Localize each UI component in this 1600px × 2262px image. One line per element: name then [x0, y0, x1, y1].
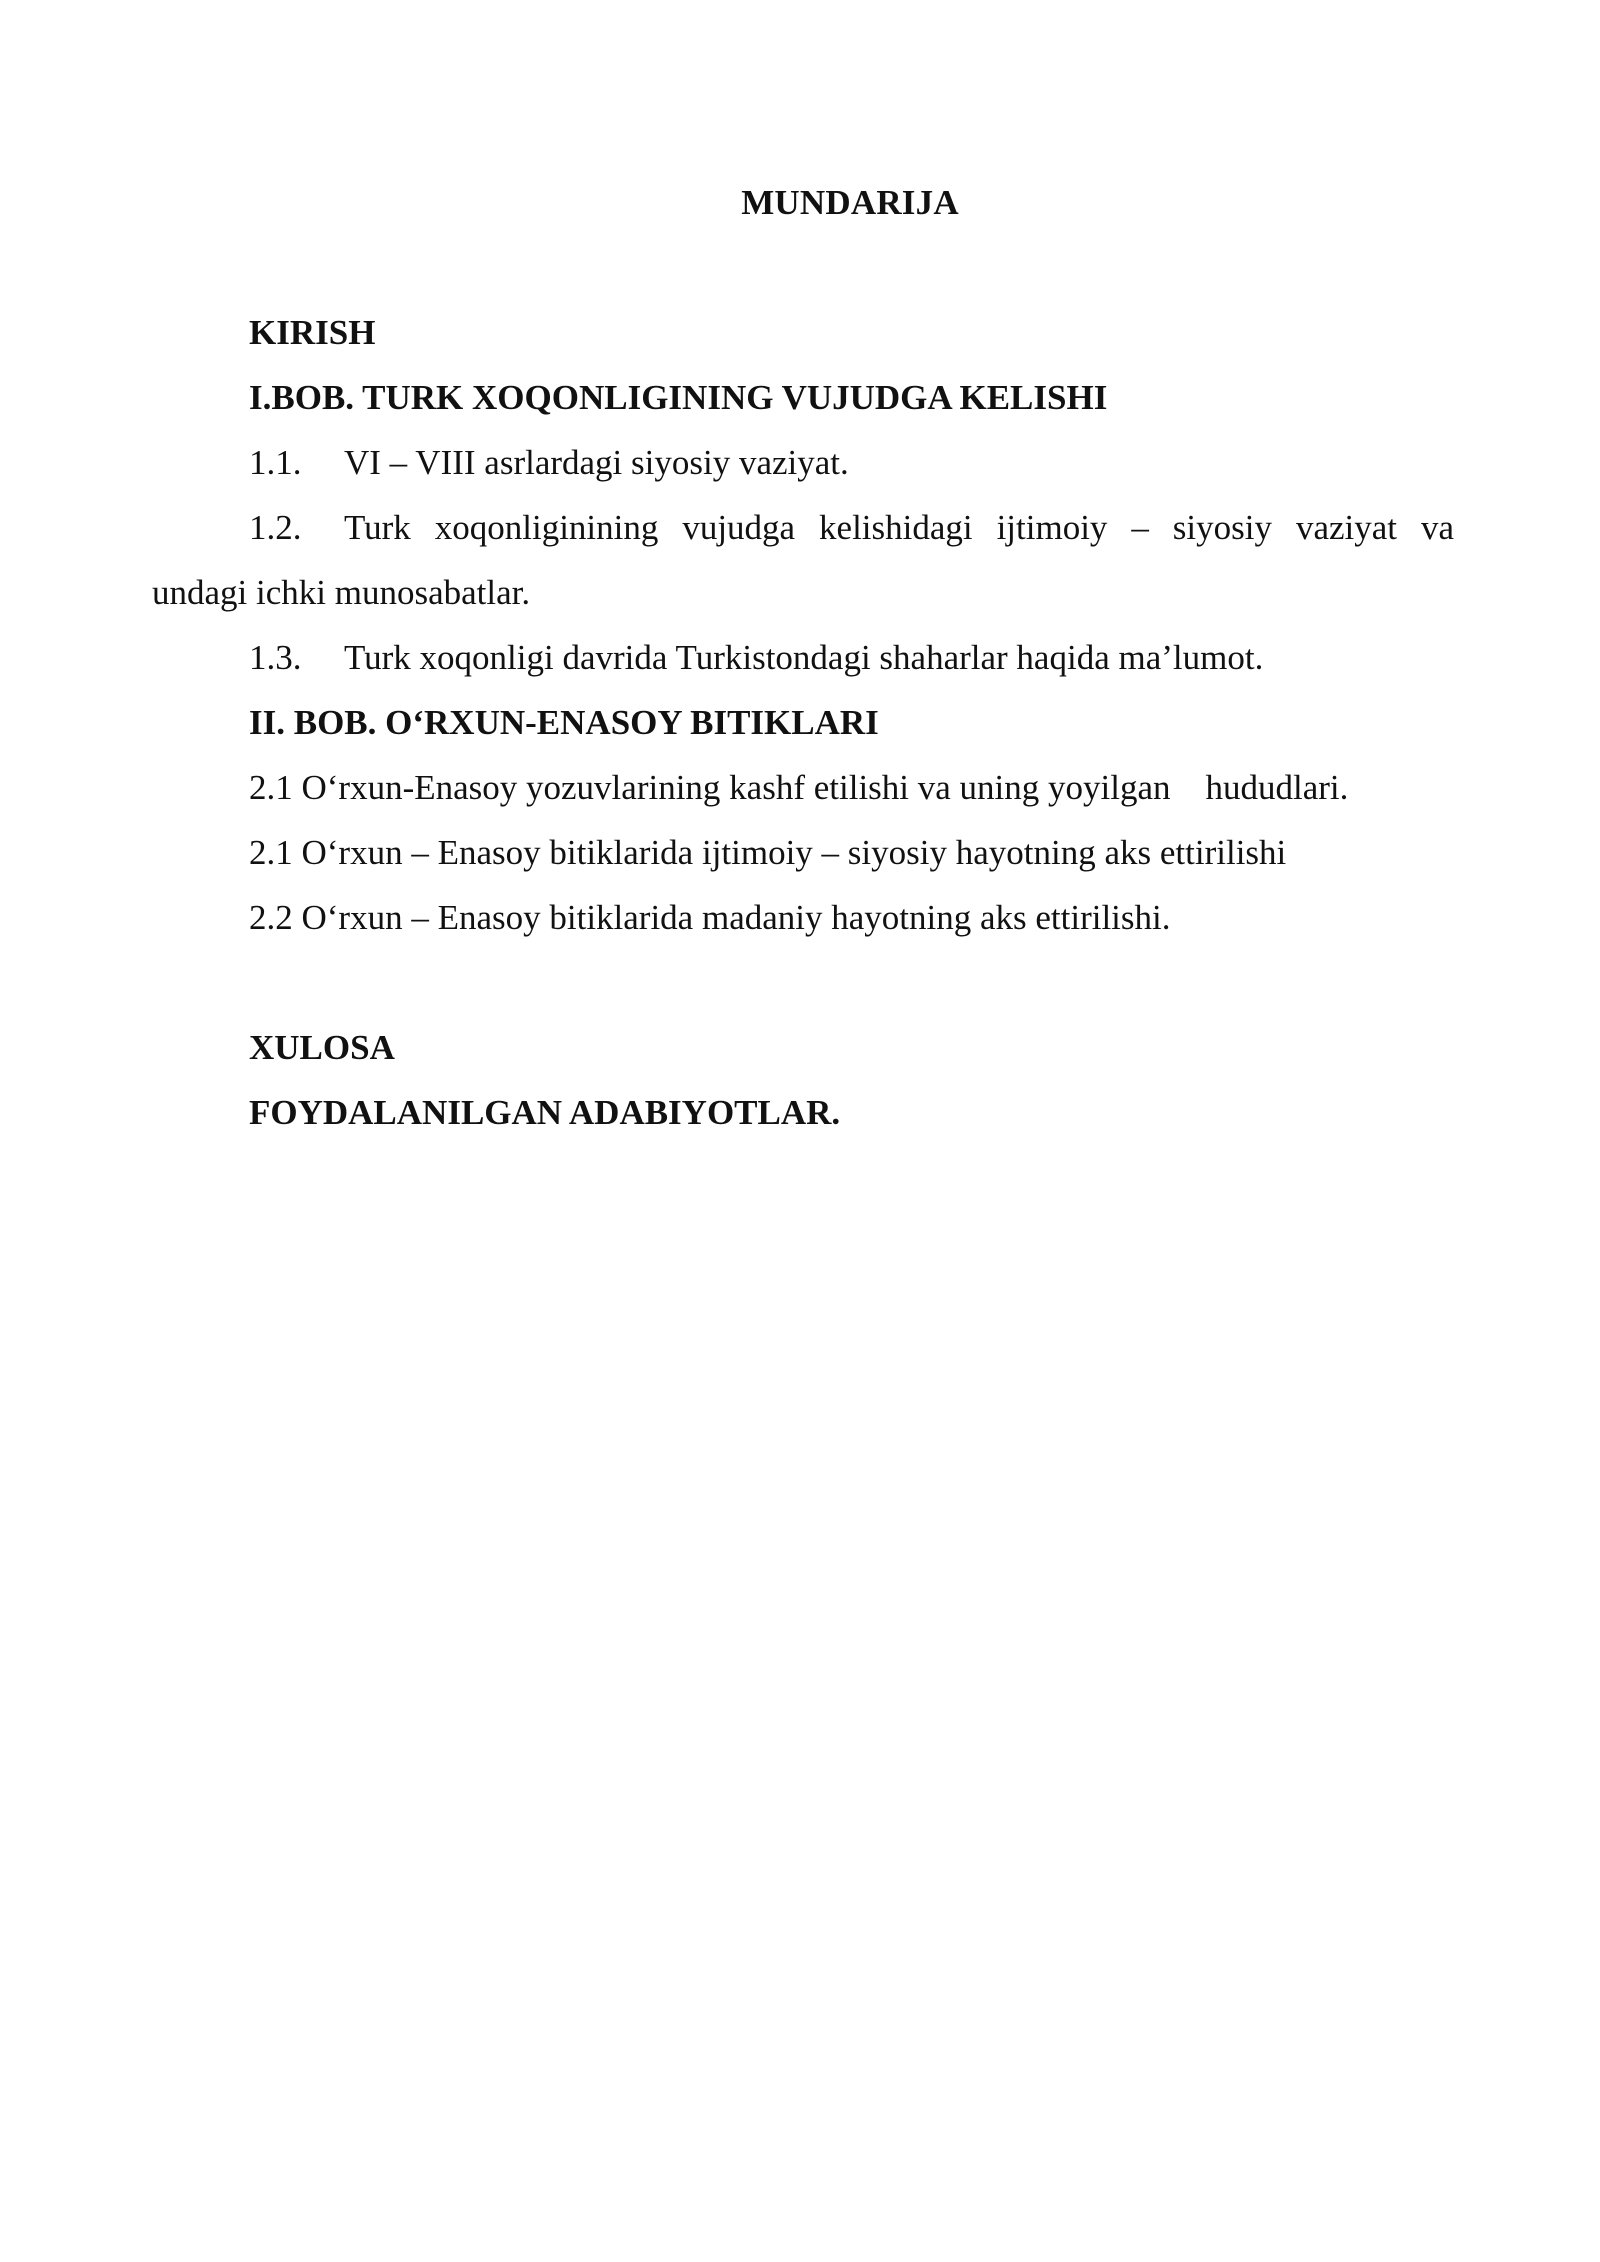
toc-item-number: 1.3. [249, 638, 302, 677]
toc-conclusion: XULOSA [249, 1028, 395, 1067]
toc-item-1-3 [249, 633, 1263, 683]
toc-intro: KIRISH [249, 313, 376, 352]
toc-item-text: Turk xoqonliginining vujudga kelishidagi ijtimoiy – siyosiy vaziyat va [344, 508, 1454, 547]
toc-references: FOYDALANILGAN ADABIYOTLAR. [249, 1093, 841, 1132]
toc-item-number: 1.1. [249, 443, 302, 482]
toc-item-text: VI – VIII asrlardagi siyosiy vaziyat. [344, 443, 849, 482]
toc-item-2-2: 2.2 O‘rxun – Enasoy bitiklarida madaniy hayotning aks ettirilishi. [249, 898, 1171, 937]
toc-item-2-1b: 2.1 O‘rxun – Enasoy bitiklarida ijtimoiy – siyosiy hayotning aks ettirilishi [249, 833, 1287, 872]
toc-item-1-1 [249, 438, 849, 488]
toc-item-1-2-continuation: undagi ichki munosabatlar. [152, 573, 531, 612]
toc-item-text: Turk xoqonligi davrida Turkistondagi shaharlar haqida ma’lumot. [344, 638, 1264, 677]
toc-item-2-1: 2.1 O‘rxun-Enasoy yozuvlarining kashf etilishi va uning yoyilgan hududlari. [249, 768, 1349, 807]
toc-chapter2-heading: II. BOB. O‘RXUN-ENASOY BITIKLARI [249, 703, 879, 742]
toc-chapter1-heading: I.BOB. TURK XOQONLIGINING VUJUDGA KELISHI [249, 378, 1108, 417]
page-title: MUNDARIJA [741, 183, 959, 222]
toc-item-1-2 [249, 503, 1454, 553]
toc-item-number: 1.2. [249, 508, 302, 547]
